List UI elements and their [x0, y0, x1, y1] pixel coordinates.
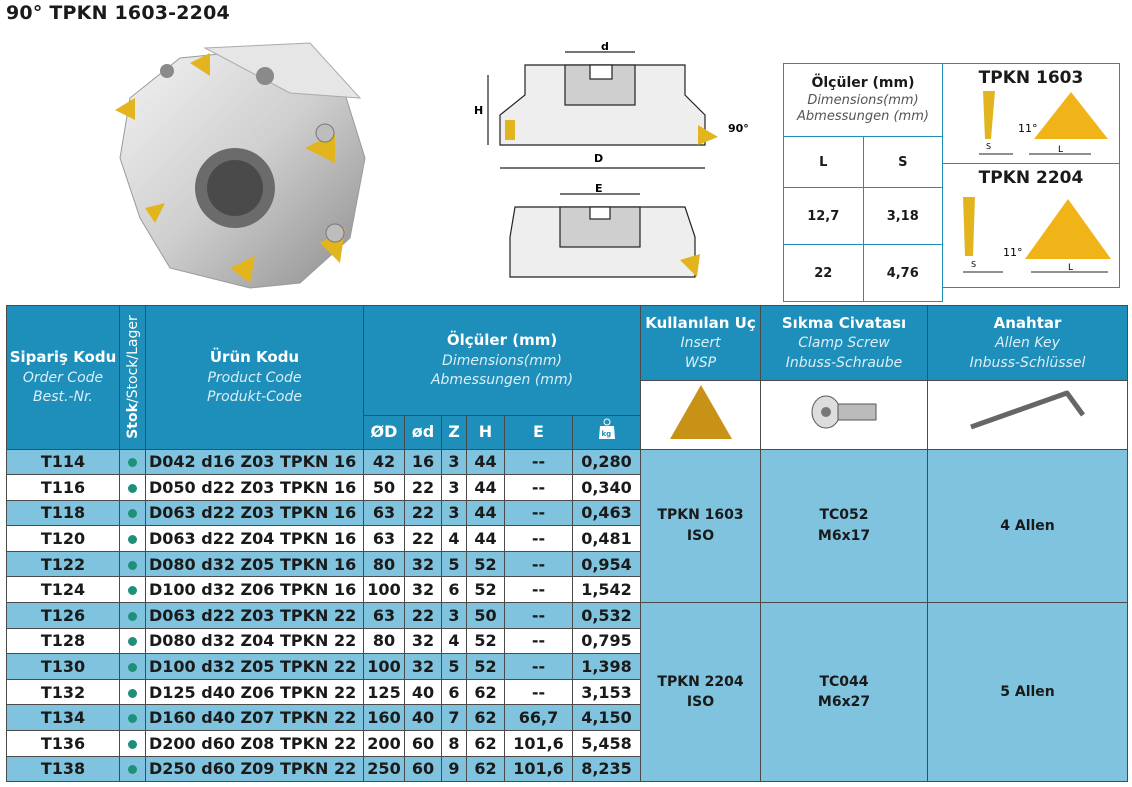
screw-tc052-cell: TC052 M6x17	[761, 449, 928, 603]
table-row: T132 D125 d40 Z06 TPKN 22 125 40 6 62 -- 3,153	[7, 679, 1128, 705]
screw-tc044-cell: TC044 M6x27	[761, 603, 928, 782]
col-outer-diameter: ØD	[364, 416, 405, 449]
header-dimensions: Ölçüler (mm) Dimensions(mm) Abmessungen (mm)	[364, 306, 641, 416]
key-4-allen-cell: 4 Allen	[928, 449, 1128, 603]
header-product-code: Ürün Kodu Product Code Produkt-Code	[146, 306, 364, 450]
dim-s-1603: 3,18	[863, 188, 943, 245]
svg-text:11°: 11°	[1003, 246, 1023, 259]
clamp-screw-icon	[761, 381, 928, 450]
weight-icon	[573, 416, 641, 449]
cutter-section-drawing	[505, 182, 705, 290]
col-height: H	[467, 416, 505, 449]
insert-dimensions-table	[783, 63, 943, 302]
table-row: T124 D100 d32 Z06 TPKN 16 100 32 6 52 -- 1,542	[7, 577, 1128, 603]
svg-text:S: S	[971, 260, 977, 269]
header-clamp-screw: Sıkma Civatası Clamp Screw Inbuss-Schraube	[761, 306, 928, 381]
dim-l-1603: 12,7	[784, 188, 864, 245]
header-insert: Kullanılan Uç Insert WSP	[641, 306, 761, 381]
key-5-allen-cell: 5 Allen	[928, 603, 1128, 782]
svg-text:L: L	[1058, 145, 1064, 155]
header-stock: Stok/Stock/Lager	[120, 306, 146, 450]
drawing-label-d: d	[601, 40, 609, 53]
drawing-label-e: E	[595, 182, 603, 195]
insert-1603-cell: TPKN 1603 ISO	[641, 449, 761, 603]
table-row: T120 D063 d22 Z04 TPKN 16 63 22 4 44 -- 0,481	[7, 526, 1128, 552]
svg-text:11°: 11°	[1018, 122, 1038, 135]
table-row: T128 D080 d32 Z04 TPKN 22 80 32 4 52 -- 0,795	[7, 628, 1128, 654]
insert-2204-cell: TPKN 2204 ISO	[641, 603, 761, 782]
allen-key-icon	[928, 381, 1128, 450]
dim-s-2204: 4,76	[863, 245, 943, 302]
table-row: T126 D063 d22 Z03 TPKN 22 63 22 3 50 -- 0,532 TPKN 2204 ISO TC044 M6x27 5 Allen	[7, 603, 1128, 629]
milling-cutter-image	[110, 38, 370, 293]
table-row: T114 D042 d16 Z03 TPKN 16 42 16 3 44 -- 0,280 TPKN 1603 ISO TC052 M6x17 4 Allen	[7, 449, 1128, 475]
drawing-label-h: H	[474, 104, 484, 117]
header-allen-key: Anahtar Allen Key Inbuss-Schlüssel	[928, 306, 1128, 381]
header-order-code: Sipariş Kodu Order Code Best.-Nr.	[7, 306, 120, 450]
insert-box-2204: TPKN 2204 S L 11°	[942, 163, 1120, 288]
drawing-label-angle: 90°	[728, 122, 749, 135]
col-s: S	[863, 137, 943, 188]
svg-text:S: S	[986, 142, 992, 151]
table-row: T116 D050 d22 Z03 TPKN 16 50 22 3 44 -- 0,340	[7, 475, 1128, 501]
cutter-side-drawing	[470, 40, 760, 185]
product-table	[6, 305, 1128, 782]
insert-box-1603: TPKN 1603 S L 11°	[942, 63, 1120, 165]
insert-icon	[641, 381, 761, 450]
insert-dimensions-header: Ölçüler (mm) Dimensions(mm) Abmessungen (mm)	[784, 64, 943, 137]
table-row: T130 D100 d32 Z05 TPKN 22 100 32 5 52 -- 1,398	[7, 654, 1128, 680]
col-bore-diameter: ød	[405, 416, 442, 449]
svg-text:kg: kg	[601, 430, 611, 439]
col-l: L	[784, 137, 864, 188]
col-teeth: Z	[442, 416, 467, 449]
svg-text:L: L	[1068, 263, 1074, 273]
page-title: 90° TPKN 1603-2204	[6, 2, 230, 24]
table-row: T138 D250 d60 Z09 TPKN 22 250 60 9 62 101,6 8,235	[7, 756, 1128, 782]
dim-l-2204: 22	[784, 245, 864, 302]
table-row: T118 D063 d22 Z03 TPKN 16 63 22 3 44 -- 0,463	[7, 500, 1128, 526]
drawing-label-d-outer: D	[594, 152, 604, 165]
table-row: T122 D080 d32 Z05 TPKN 16 80 32 5 52 -- 0,954	[7, 551, 1128, 577]
col-e: E	[505, 416, 573, 449]
table-row: T134 D160 d40 Z07 TPKN 22 160 40 7 62 66,7 4,150	[7, 705, 1128, 731]
table-row: T136 D200 d60 Z08 TPKN 22 200 60 8 62 101,6 5,458	[7, 731, 1128, 757]
